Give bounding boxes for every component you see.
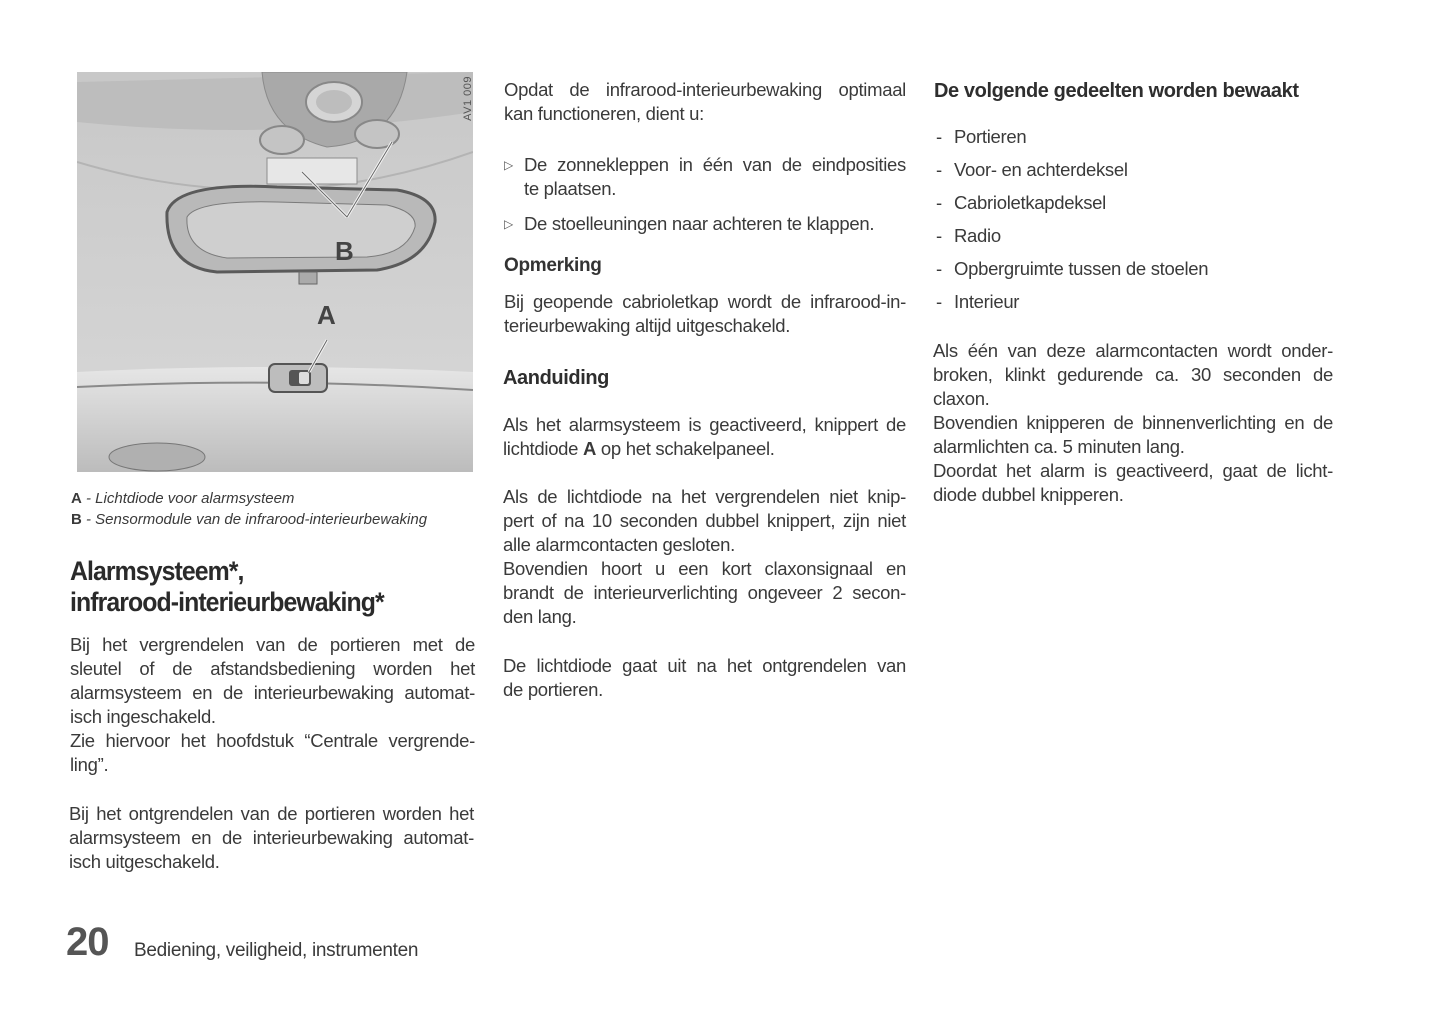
bullet-line: De zonnekleppen in één van de eindposities <box>524 154 906 175</box>
right-p-line: Doordat het alarm is geactiveerd, gaat de licht- <box>933 460 1333 481</box>
note-line: Bij geopende cabrioletkap wordt de infrarood-in- <box>504 291 906 312</box>
ind-p2-line: den lang. <box>503 606 577 627</box>
left-p1-line: alarmsysteem en de interieurbewaking automat- <box>70 682 475 703</box>
caption-a <box>71 489 294 508</box>
right-p-line: Als één van deze alarmcontacten wordt onder- <box>933 340 1333 361</box>
ind-p3-line: de portieren. <box>503 679 603 700</box>
list-item: - Voor- en achterdeksel <box>936 159 1128 180</box>
middle-intro-line: kan functioneren, dient u: <box>504 103 704 124</box>
caption-a-letter: A <box>71 490 82 507</box>
bullet-item <box>504 153 906 201</box>
monitored-list <box>934 125 1334 323</box>
note-text <box>504 290 906 338</box>
caption-b-text: - Sensormodule van de infrarood-interieurbewaking <box>81 511 428 528</box>
figure-label-a: A <box>317 300 336 330</box>
right-paragraph <box>933 339 1333 507</box>
ind-p2-line: Als de lichtdiode na het vergrendelen niet knip- <box>503 486 906 507</box>
left-paragraph-1 <box>70 633 475 777</box>
interior-illustration <box>77 72 473 472</box>
left-p2-line: alarmsysteem en de interieurbewaking automat- <box>69 827 474 848</box>
list-item-label: Portieren <box>954 126 1027 147</box>
list-item: - Opbergruimte tussen de stoelen <box>936 258 1209 279</box>
bullet-line: De stoelleuningen naar achteren te klappen. <box>524 213 875 234</box>
middle-intro <box>504 78 906 126</box>
right-p-line: claxon. <box>933 388 990 409</box>
ind-p1-after: op het schakelpaneel. <box>596 438 775 459</box>
left-p2-line: isch uitgeschakeld. <box>69 851 220 872</box>
caption-b-letter: B <box>71 511 82 528</box>
caption-b <box>71 510 427 529</box>
note-heading: Opmerking <box>504 255 602 276</box>
triangle-bullet-icon: ▷ <box>504 158 513 172</box>
left-p2-line: Bij het ontgrendelen van de portieren worden het <box>69 803 474 824</box>
list-item-label: Interieur <box>954 291 1020 312</box>
right-p-line: diode dubbel knipperen. <box>933 484 1124 505</box>
left-p1-line: ling”. <box>70 754 109 775</box>
list-item-label: Radio <box>954 225 1001 246</box>
list-item: - Radio <box>936 225 1001 246</box>
triangle-bullet-icon: ▷ <box>504 217 513 231</box>
list-item: - Cabrioletkapdeksel <box>936 192 1106 213</box>
middle-bullet-list <box>504 153 906 236</box>
indication-heading: Aanduiding <box>503 367 609 389</box>
list-item-label: Cabrioletkapdeksel <box>954 192 1106 213</box>
left-paragraph-2 <box>69 802 474 874</box>
right-p-line: broken, klinkt gedurende ca. 30 seconden de <box>933 364 1333 385</box>
indication-paragraph-2 <box>503 485 906 629</box>
ind-p2-line: Bovendien hoort u een kort claxonsignaal en <box>503 558 906 579</box>
left-p1-line: Zie hiervoor het hoofdstuk “Centrale vergrende- <box>70 730 475 751</box>
list-item-label: Voor- en achterdeksel <box>954 159 1128 180</box>
bullet-line: te plaatsen. <box>524 178 617 199</box>
ind-p1-line-2 <box>503 437 906 461</box>
figure-label-b: B <box>335 236 354 266</box>
ind-p2-line: brandt de interieurverlichting ongeveer 2 secon- <box>503 582 906 603</box>
ind-p1-line: Als het alarmsysteem is geactiveerd, knippert de <box>503 414 906 435</box>
ind-p2-line: pert of na 10 seconden dubbel knippert, zijn niet <box>503 510 906 531</box>
indication-paragraph-1 <box>503 413 906 461</box>
list-item: - Portieren <box>936 126 1027 147</box>
ind-p2-line: alle alarmcontacten gesloten. <box>503 534 735 555</box>
ind-p3-line: De lichtdiode gaat uit na het ontgrendelen van <box>503 655 906 676</box>
note-line: terieurbewaking altijd uitgeschakeld. <box>504 315 791 336</box>
title-line-1: Alarmsysteem*, <box>70 556 244 586</box>
list-item-label: Opbergruimte tussen de stoelen <box>954 258 1209 279</box>
page-title <box>70 556 384 618</box>
monitored-heading: De volgende gedeelten worden bewaakt <box>934 80 1299 102</box>
indication-paragraph-3 <box>503 654 906 702</box>
right-p-line: alarmlichten ca. 5 minuten lang. <box>933 436 1185 457</box>
bullet-item <box>504 212 906 236</box>
left-p1-line: Bij het vergrendelen van de portieren met de <box>70 634 475 655</box>
figure-code: AV1 009 <box>462 76 474 121</box>
caption-a-text: - Lichtdiode voor alarmsysteem <box>81 490 295 507</box>
left-p1-line: isch ingeschakeld. <box>70 706 216 727</box>
title-line-2: infrarood-interieurbewaking* <box>70 587 384 617</box>
page-number: 20 <box>66 920 109 964</box>
chapter-title: Bediening, veiligheid, instrumenten <box>134 940 419 961</box>
middle-intro-line: Opdat de infrarood-interieurbewaking optimaal <box>504 79 906 100</box>
left-p1-line: sleutel of de afstandsbediening worden het <box>70 658 475 679</box>
mirror-sensor-drawing <box>77 72 473 472</box>
right-p-line: Bovendien knipperen de binnenverlichting en de <box>933 412 1333 433</box>
list-item: - Interieur <box>936 291 1020 312</box>
ind-p1-pre: lichtdiode <box>503 438 584 459</box>
ind-p1-bold: A <box>583 438 597 459</box>
